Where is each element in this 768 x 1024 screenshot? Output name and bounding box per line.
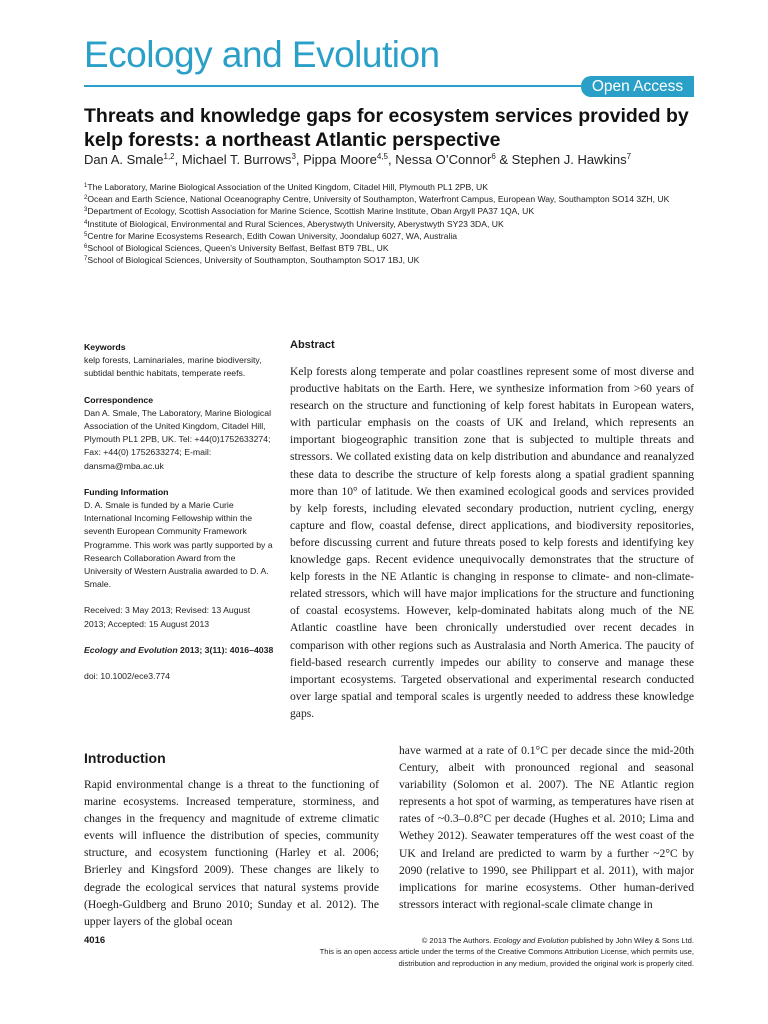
introduction-heading: Introduction <box>84 750 166 766</box>
affiliation-number: 2 <box>84 195 88 202</box>
doi: doi: 10.1002/ece3.774 <box>84 671 170 682</box>
affiliation-number: 1 <box>84 183 88 189</box>
affiliation-number: 3 <box>84 207 88 214</box>
keywords-text: kelp forests, Laminariales, marine biodiversity, subtidal benthic habitats, temperate reefs. <box>84 355 262 379</box>
affiliation-item <box>84 230 699 242</box>
author-separator: , <box>174 152 182 167</box>
affiliation-number: 4 <box>84 219 88 226</box>
affiliation-number: 7 <box>84 256 88 263</box>
abstract-text: Kelp forests along temperate and polar coastlines represent some of most diverse and productive habitats on the Earth. Here, we synthesize information from >60 years of research on the structure and functioning of kelp forest habitats in European waters, with particular emphasis on the coasts of UK and Ireland, which represents an important biogeographic transition zone that is subjected to multiple threats and stressors. We collated existing data on kelp distribution and abundance and reanalyzed these data to describe the structure of kelp forests along a spatial gradient spanning more than 10° of latitude. We then examined ecological goods and services provided by kelp forests, including elevated secondary production, nutrient cycling, energy capture and flow, coastal defense, direct applications, and biodiversity repositories, before discussing current and future threats posed to kelp forests and identifying key knowledge gaps. Recent evidence unequivocally demonstrates that the structure of kelp forests in the NE Atlantic is changing in response to climate- and non-climate-related stressors, which will have major implications for the structure and functioning of coastal ecosystems. However, kelp-dominated habitats along much of the NE Atlantic coastline have been chronically understudied over recent decades in comparison with other regions such as Australasia and North America. The paucity of field-based research currently impedes our ability to conserve and manage these important ecosystems. Targeted observational and experimental research conducted over large spatial and temporal scales is urgently needed to address these knowledge gaps. <box>290 365 694 720</box>
author-name: Nessa O’Connor <box>395 152 492 167</box>
author-separator: , <box>295 152 304 167</box>
author-affiliation-marker: 6 <box>491 152 496 161</box>
affiliation-text: Centre for Marine Ecosystems Research, Edith Cowan University, Joondalup 6027, WA, Australia <box>87 230 458 241</box>
affiliation-text: Department of Ecology, Scottish Association for Marine Science, Scottish Marine Institute, Oban Argyll PA37 1QA, UK <box>87 206 535 217</box>
affiliation-text: School of Biological Sciences, Queen’s University Belfast, Belfast BT9 7BL, UK <box>87 243 389 254</box>
correspondence-section <box>84 394 274 473</box>
affiliation-item <box>84 205 699 217</box>
abstract-heading: Abstract <box>290 339 335 351</box>
copyright-suffix: published by John Wiley & Sons Ltd. <box>568 936 694 945</box>
journal-title: Ecology and Evolution <box>84 34 440 75</box>
copyright-prefix: © 2013 The Authors. <box>421 936 494 945</box>
affiliation-list <box>84 181 699 266</box>
citation-journal: Ecology and Evolution <box>84 644 178 655</box>
funding-section <box>84 486 274 592</box>
received-dates: Received: 3 May 2013; Revised: 13 August 2013; Accepted: 15 August 2013 <box>84 605 251 629</box>
introduction-column-left: Rapid environmental change is a threat to the functioning of marine ecosystems. Increased temperature, storminess, and changes in the frequency and magnitude of extreme climatic events will influence the distribution of species, community structure, and ecosystem functioning (Harley et al. 2006; Brierley and Kingsford 2009). These changes are likely to degrade the ecological services that natural systems provide (Hoegh-Guldberg and Bruno 2010; Sunday et al. 2012). The upper layers of the global ocean <box>84 778 379 928</box>
affiliation-item <box>84 254 699 266</box>
open-access-badge: Open Access <box>581 76 694 97</box>
article-title: Threats and knowledge gaps for ecosystem services provided by kelp forests: a northeast Atlantic perspective <box>84 105 689 151</box>
affiliation-item <box>84 181 699 193</box>
affiliation-item <box>84 218 699 230</box>
affiliation-text: Ocean and Earth Science, National Oceanography Centre, University of Southampton, Waterfront Campus, European Way, Southampton SO14 3ZH, UK <box>87 194 670 205</box>
affiliation-text: Institute of Biological, Environmental and Rural Sciences, Aberystwyth University, Aberystwyth SY23 3DA, UK <box>87 218 504 229</box>
author-name: Dan A. Smale <box>84 152 164 167</box>
page-number: 4016 <box>84 935 106 946</box>
author-affiliation-marker: 1,2 <box>163 152 175 161</box>
keywords-heading: Keywords <box>84 342 126 352</box>
author-affiliation-marker: 7 <box>626 152 632 161</box>
affiliation-text: The Laboratory, Marine Biological Association of the United Kingdom, Citadel Hill, Plymouth PL1 2PB, UK <box>87 182 488 192</box>
affiliation-text: School of Biological Sciences, University of Southampton, Southampton SO17 1BJ, UK <box>87 255 420 266</box>
author-separator: & <box>495 152 512 167</box>
keywords-section <box>84 341 274 381</box>
license-line-1: This is an open access article under the terms of the Creative Commons Attribution License, which permits use, <box>319 947 694 957</box>
author-affiliation-marker: 3 <box>291 152 296 161</box>
affiliation-number: 5 <box>84 231 88 238</box>
copyright-footer <box>250 935 694 969</box>
affiliation-item <box>84 193 699 205</box>
funding-text: D. A. Smale is funded by a Marie Curie International Incoming Fellowship within the seventh European Community Framework Programme. This work was partly supported by a Research Collaboration Award from the University of Western Australia awarded to D. A. Smale. <box>84 500 273 590</box>
citation <box>84 644 274 657</box>
affiliation-item <box>84 242 699 254</box>
funding-heading: Funding Information <box>84 486 169 497</box>
correspondence-heading: Correspondence <box>84 394 154 405</box>
author-name: Pippa Moore <box>303 152 377 167</box>
article-info-sidebar <box>84 341 274 696</box>
correspondence-text: Dan A. Smale, The Laboratory, Marine Biological Association of the United Kingdom, Citadel Hill, Plymouth PL1 2PB, UK. Tel: +44(0)1752633274; Fax: +44(0) 1752633274; E-mail: dansma@mba.ac.uk <box>84 407 272 471</box>
citation-details: 2013; 3(11): 4016–4038 <box>177 644 274 655</box>
copyright-journal: Ecology and Evolution <box>493 936 569 945</box>
author-list <box>84 152 704 167</box>
copyright-line <box>250 935 694 946</box>
author-affiliation-marker: 4,5 <box>376 152 388 161</box>
license-line-2: distribution and reproduction in any medium, provided the original work is properly cited. <box>398 958 694 968</box>
author-name: Michael T. Burrows <box>181 152 292 167</box>
author-name: Stephen J. Hawkins <box>511 152 627 167</box>
affiliation-number: 6 <box>84 244 88 251</box>
introduction-column-right: have warmed at a rate of 0.1°C per decade since the mid-20th Century, albeit with pronounced regional and seasonal variability (Solomon et al. 2007). The NE Atlantic region represents a hot spot of warming, as temperatures have risen at rates of ~0.3–0.8°C per decade (Hughes et al. 2010; Lima and Wethey 2012). Seawater temperatures off the west coast of the UK and Ireland are predicted to warm by a further ~2°C by 2090 (relative to 1990, see Philippart et al. 2011), with major implications for marine ecosystems. Other human-derived stressors interact with regional-scale climate change in <box>399 744 694 911</box>
author-separator: , <box>387 152 396 167</box>
header-rule <box>84 85 581 87</box>
